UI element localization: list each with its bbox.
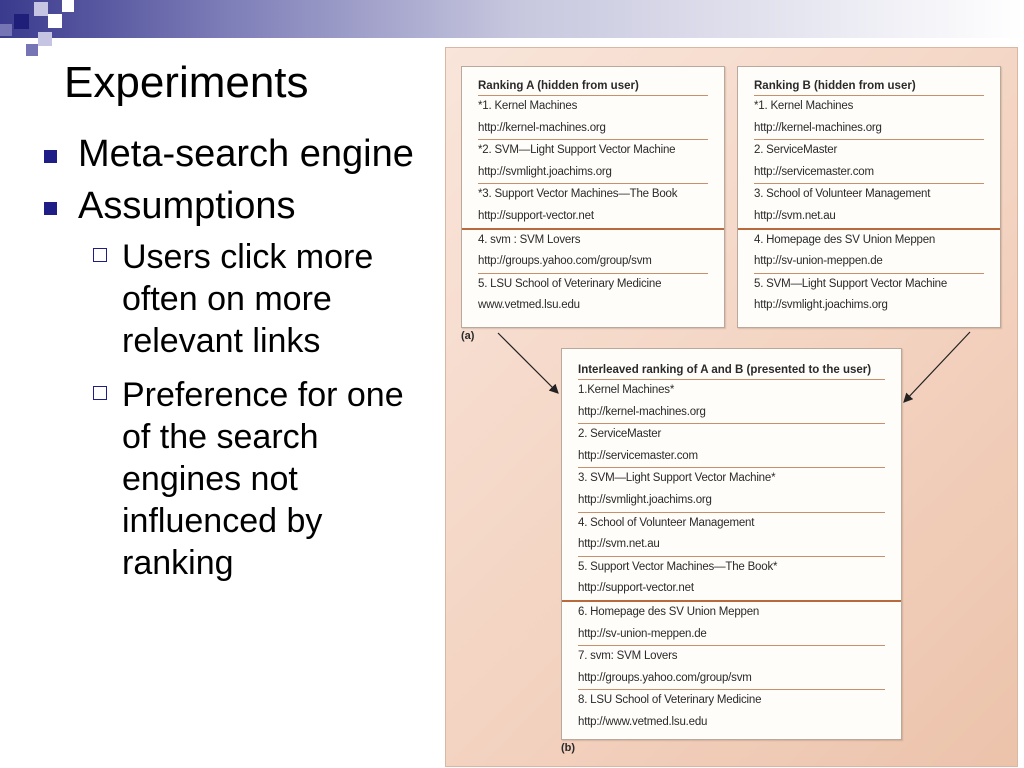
entry-title: 6. Homepage des SV Union Meppen [578,605,760,618]
entry-title: 5. SVM—Light Support Vector Machine [754,277,948,290]
entry-url: http://kernel-machines.org [754,121,882,134]
arrow-from-b [904,332,970,402]
interleaved-entry [578,423,885,467]
decoration-square-light [34,2,48,16]
interleaved-heading: Interleaved ranking of A and B (presented to the user) [578,364,872,376]
entry-title: *1. Kernel Machines [478,100,578,112]
hollow-square-icon [93,386,107,400]
sub-bullet-text: Preference for one of the search engines not influenced by ranking [122,376,404,582]
entry-title: 1.Kernel Machines* [578,384,675,396]
bullet-list [40,132,440,596]
entry-title: *2. SVM—Light Support Vector Machine [478,144,676,157]
entry-url: http://www.vetmed.lsu.edu [578,715,708,728]
decoration-square-white [62,0,74,12]
entry-url: http://sv-union-meppen.de [578,627,707,640]
decoration-square-white [48,14,62,28]
entry-title: 4. svm : SVM Lovers [478,233,581,246]
interleaved-entry [578,645,885,689]
ranking-a-heading: Ranking A (hidden from user) [478,80,639,92]
sub-bullet-item [40,236,440,362]
entry-title: 3. School of Volunteer Management [754,188,931,201]
interleaving-figure [445,47,1018,767]
entry-title: *1. Kernel Machines [754,100,854,112]
entry-title: 4. Homepage des SV Union Meppen [754,233,936,246]
entry-title: 8. LSU School of Veterinary Medicine [578,694,762,707]
entry-url: http://kernel-machines.org [578,405,706,418]
figure-label-a: (a) [461,330,475,342]
interleaved-entry [578,379,885,423]
decoration-square-mid [0,24,12,36]
entry-url: http://support-vector.net [478,209,594,222]
interleaved-entry [578,512,885,556]
bullet-item [40,184,440,228]
filled-square-icon [44,150,57,163]
entry-title: 2. ServiceMaster [754,144,838,157]
ranking-b-heading: Ranking B (hidden from user) [754,80,916,92]
filled-square-icon [44,202,57,215]
entry-url: http://groups.yahoo.com/group/svm [478,255,652,268]
entry-url: http://svmlight.joachims.org [478,165,612,178]
interleaved-entry [578,689,885,733]
interleaved-entry [578,556,885,600]
entry-url: http://sv-union-meppen.de [754,255,883,268]
bullet-text: Meta-search engine [78,133,414,175]
entry-title: 3. SVM—Light Support Vector Machine* [578,472,776,485]
entry-url: www.vetmed.lsu.edu [478,299,580,312]
entry-title: 4. School of Volunteer Management [578,516,755,529]
entry-title: *3. Support Vector Machines—The Book [478,188,678,201]
entry-url: http://groups.yahoo.com/group/svm [578,671,752,684]
entry-url: http://svmlight.joachims.org [578,493,712,506]
bullet-text: Assumptions [78,185,296,227]
entry-title: 5. LSU School of Veterinary Medicine [478,277,662,290]
entry-title: 2. ServiceMaster [578,428,662,441]
title-decoration-band [0,0,1024,38]
decoration-square-light [38,32,52,46]
figure-label-b: (b) [561,742,576,754]
entry-title: 5. Support Vector Machines—The Book* [578,560,778,573]
slide-title: Experiments [64,58,309,107]
entry-url: http://servicemaster.com [578,449,698,462]
arrow-from-a [498,333,558,393]
bullet-item [40,132,440,176]
interleaved-box [561,348,902,740]
entry-url: http://svmlight.joachims.org [754,299,888,312]
entry-url: http://svm.net.au [754,209,836,222]
interleaved-entry [562,600,901,645]
entry-url: http://servicemaster.com [754,165,874,178]
entry-title: 7. svm: SVM Lovers [578,650,678,663]
decoration-square-mid [26,44,38,56]
entry-url: http://kernel-machines.org [478,121,606,134]
interleaved-entry [578,467,885,511]
entry-url: http://svm.net.au [578,538,660,551]
sub-bullet-item [40,374,440,584]
decoration-square-dark [14,14,29,29]
sub-bullet-text: Users click more often on more relevant links [122,238,374,360]
hollow-square-icon [93,248,107,262]
entry-url: http://support-vector.net [578,582,694,595]
